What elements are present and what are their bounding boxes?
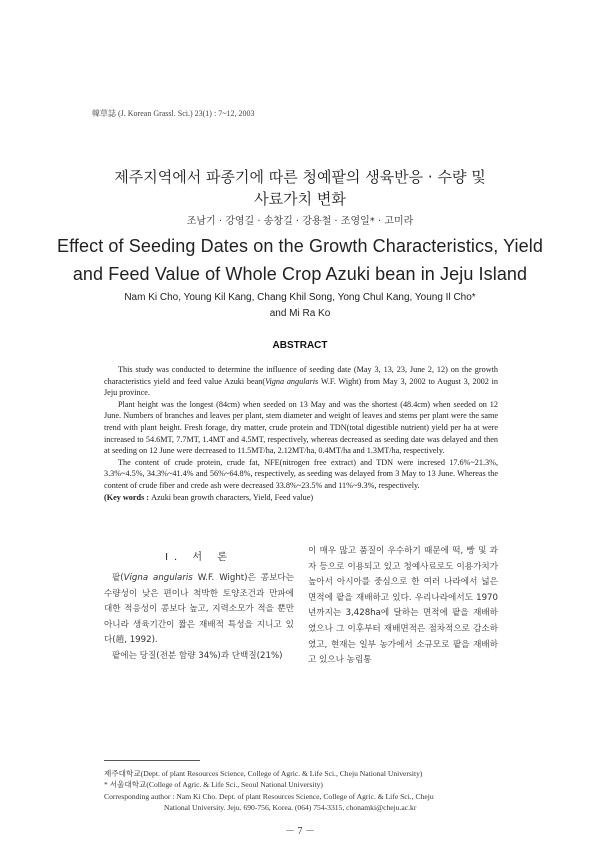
footnote-affiliation-1: 제주대학교(Dept. of plant Resources Science, College of Agric. & Life Sci., Cheju National University) — [104, 769, 423, 778]
english-authors-line-2: and Mi Ra Ko — [269, 308, 331, 319]
keywords — [104, 492, 498, 504]
abstract-body — [104, 364, 498, 503]
english-title-line-1: Effect of Seeding Dates on the Growth Characteristics, Yield — [57, 236, 543, 256]
footnote-corresponding-address: National University. Jeju. 690-756, Korea. (064) 754-3315, chonamki@cheju.ac.kr — [164, 803, 417, 813]
body-text: 팥( — [112, 573, 124, 583]
species-name: Vigna angularis — [265, 376, 319, 386]
body-paragraph: 팥에는 당질(전분 함량 34%)과 단백질(21%) — [112, 650, 283, 661]
body-paragraph — [104, 571, 294, 649]
page-number: － 7 － — [285, 826, 315, 837]
english-title-line-2: and Feed Value of Whole Crop Azuki bean in Jeju Island — [72, 264, 528, 284]
keywords-label: (Key words : — [104, 492, 152, 502]
keywords-text: Azuki bean growth characters, Yield, Feed value) — [151, 492, 314, 502]
section-heading-introduction: I. 서 론 — [165, 552, 233, 563]
footnote-affiliation-2: * 서울대학교(College of Agric. & Life Sci., Seoul National University) — [104, 780, 323, 790]
abstract-paragraph-3: The content of crude protein, crude fat, NFE(nitrogen free extract) and TDN were incresed 17.6%~21.3%, 3.3%~4.5%, 34.3%~41.4% and 56%~64.8%, respectively, as seeding was delayed from 3 May to 13 June. Whereas the content of crude fiber and crede ash were decreased 33.8%~23.5% and 11%~9.3%, respectively. — [104, 457, 498, 490]
body-paragraph: 이 매우 많고 품질이 우수하기 때문에 떡, 빵 및 과자 등으로 이용되고 있고 청예사료로도 이용가치가 높아서 아시아를 중심으로 한 여러 나라에서 넓은 면적에 팥을 재배하고 있다. 우리나라에서도 1970년까지는 3,428ha에 달하는 면적에 팥을 재배하였으나 그 이후부터 재배면적은 점차적으로 감소하였고, 현재는 일부 농가에서 소규모로 팥을 재배하고 있으나 농림통 — [308, 546, 498, 666]
english-authors-line-1: Nam Ki Cho, Young Kil Kang, Chang Khil Song, Yong Chul Kang, Young Il Cho* — [124, 292, 476, 303]
abstract-paragraph-2: Plant height was the longest (84cm) when seeded on 13 May and was the shortest (48.4cm) when seeded on 12 June. Numbers of branches and leaves per plant, stem diameter and weight of leaves and stems per plant were the same trend with plant height. Fresh forage, dry matter, crude protein and TDN(total digestible nutrient) yield per ha at were increased to 54.6MT, 7.7MT, 1.4MT and 4.5MT, respectively, whereas decreased as seeding date was delayed and then at seeding on 12 June were decreased to 11.5MT/ha, 2.12MT/ha, 0.4MT/ha and 1.3MT/ha, respectively. — [104, 399, 498, 456]
footnote-divider — [104, 760, 200, 761]
korean-title-line-1: 제주지역에서 파종기에 따른 청예팥의 생육반응 · 수량 및 — [114, 168, 486, 186]
korean-title-line-2: 사료가치 변화 — [254, 190, 346, 208]
body-text: W.F. Wight)은 콩보다는 수량성이 낮은 편이나 척박한 토양조건과 만파에 대한 적응성이 콩보다 높고, 지력소모가 적을 뿐만 아니라 생육기간이 짧은 재배적 특성을 지니고 있다(趙, 1992). — [104, 573, 294, 646]
abstract-heading: ABSTRACT — [272, 340, 328, 351]
abstract-paragraph-1 — [104, 364, 498, 399]
abstract-text: This study was conducted to determine the influence of seeding date (May 3, 13, 23, June 2, 12) on the growth characteristics yield and feed value Azuki bean( — [104, 365, 498, 386]
body-column-right — [308, 544, 498, 669]
korean-authors: 조남기 · 강영길 · 송창길 · 강용철 · 조영일* · 고미라 — [186, 216, 414, 227]
abstract-text: W.F. Wight) from May 3, 2002 to August 3, 2002 in Jeju province. — [104, 376, 498, 398]
body-column-left — [104, 544, 294, 665]
footnote-corresponding-author: Corresponding author : Nam Ki Cho. Dept. of plant Resources Science, College of Agric. & Life Sci., Cheju — [104, 791, 434, 801]
species-name: Vigna angularis — [123, 573, 193, 583]
footnotes — [104, 768, 504, 814]
journal-citation: 韓草誌 (J. Korean Grassl. Sci.) 23(1) : 7~12, 2003 — [92, 109, 255, 118]
